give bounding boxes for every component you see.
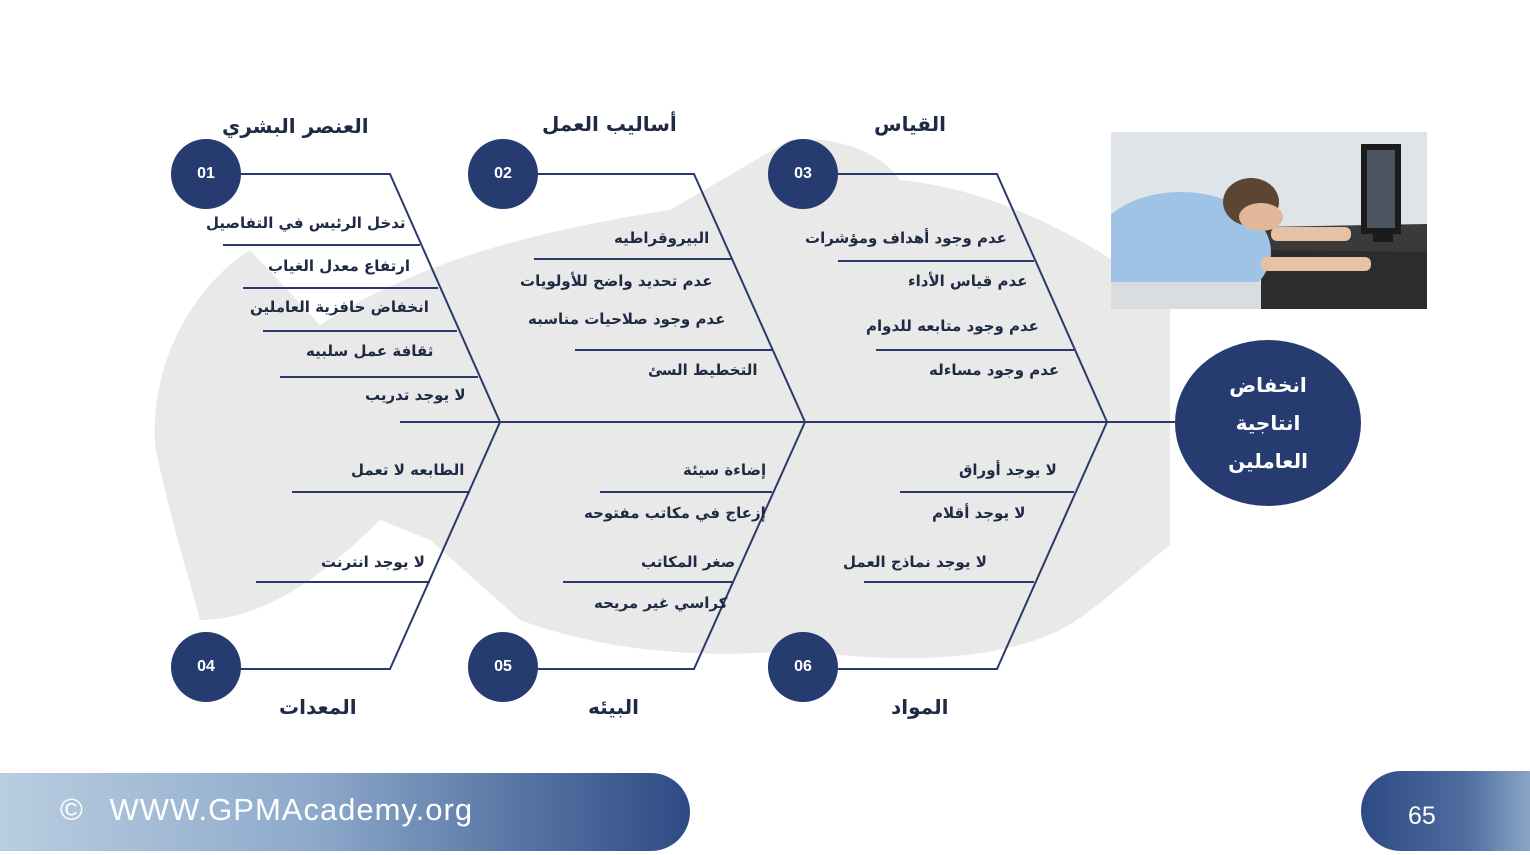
cause-label: عدم وجود متابعه للدوام <box>866 317 1039 335</box>
cause-label: انخفاض حافزية العاملين <box>250 298 429 316</box>
tired-worker-photo <box>1111 132 1427 309</box>
cause-label: إضاءة سيئة <box>683 461 767 479</box>
category-title-05: البيئه <box>588 695 639 719</box>
cause-label: إزعاج في مكاتب مفتوحه <box>584 504 766 522</box>
cause-label: عدم وجود أهداف ومؤشرات <box>805 229 1007 247</box>
category-title-02: أساليب العمل <box>542 112 677 136</box>
cause-label: صغر المكاتب <box>641 553 736 571</box>
copyright-icon: © <box>60 792 84 827</box>
cause-label: لا يوجد أقلام <box>932 504 1026 522</box>
cause-label: تدخل الرئيس في التفاصيل <box>206 214 406 232</box>
cause-label: لا يوجد تدريب <box>365 386 466 404</box>
category-number-05: 05 <box>468 632 538 702</box>
category-title-01: العنصر البشري <box>222 114 369 138</box>
category-number-06: 06 <box>768 632 838 702</box>
problem-text: انخفاض انتاجية العاملين <box>1228 373 1308 473</box>
category-number-01: 01 <box>171 139 241 209</box>
cause-label: لا يوجد أوراق <box>959 461 1057 479</box>
category-title-03: القياس <box>874 112 947 136</box>
cause-label: لا يوجد انترنت <box>321 553 425 571</box>
category-number-03: 03 <box>768 139 838 209</box>
cause-label: عدم قياس الأداء <box>908 272 1028 290</box>
website-link[interactable]: WWW.GPMAcademy.org <box>109 792 474 827</box>
cause-label: ثقافة عمل سلبيه <box>306 342 434 360</box>
page-number: 65 <box>1408 802 1436 830</box>
cause-label: البيروقراطيه <box>614 229 710 247</box>
cause-label: عدم تحديد واضح للأولويات <box>520 272 713 290</box>
category-number-04: 04 <box>171 632 241 702</box>
category-title-04: المعدات <box>279 695 357 719</box>
problem-head <box>1175 340 1361 506</box>
cause-label: التخطيط السئ <box>648 361 758 379</box>
footer-website[interactable] <box>60 792 473 828</box>
cause-label: عدم وجود مساءله <box>929 361 1060 379</box>
cause-label: عدم وجود صلاحيات مناسبه <box>528 310 726 328</box>
page-number-bar <box>1361 771 1530 851</box>
cause-label: ارتفاع معدل الغياب <box>268 257 411 275</box>
cause-label: الطابعه لا تعمل <box>351 461 465 479</box>
cause-label: لا يوجد نماذج العمل <box>843 553 987 571</box>
cause-label: كراسي غير مريحه <box>594 594 728 612</box>
category-title-06: المواد <box>891 695 949 719</box>
category-number-02: 02 <box>468 139 538 209</box>
